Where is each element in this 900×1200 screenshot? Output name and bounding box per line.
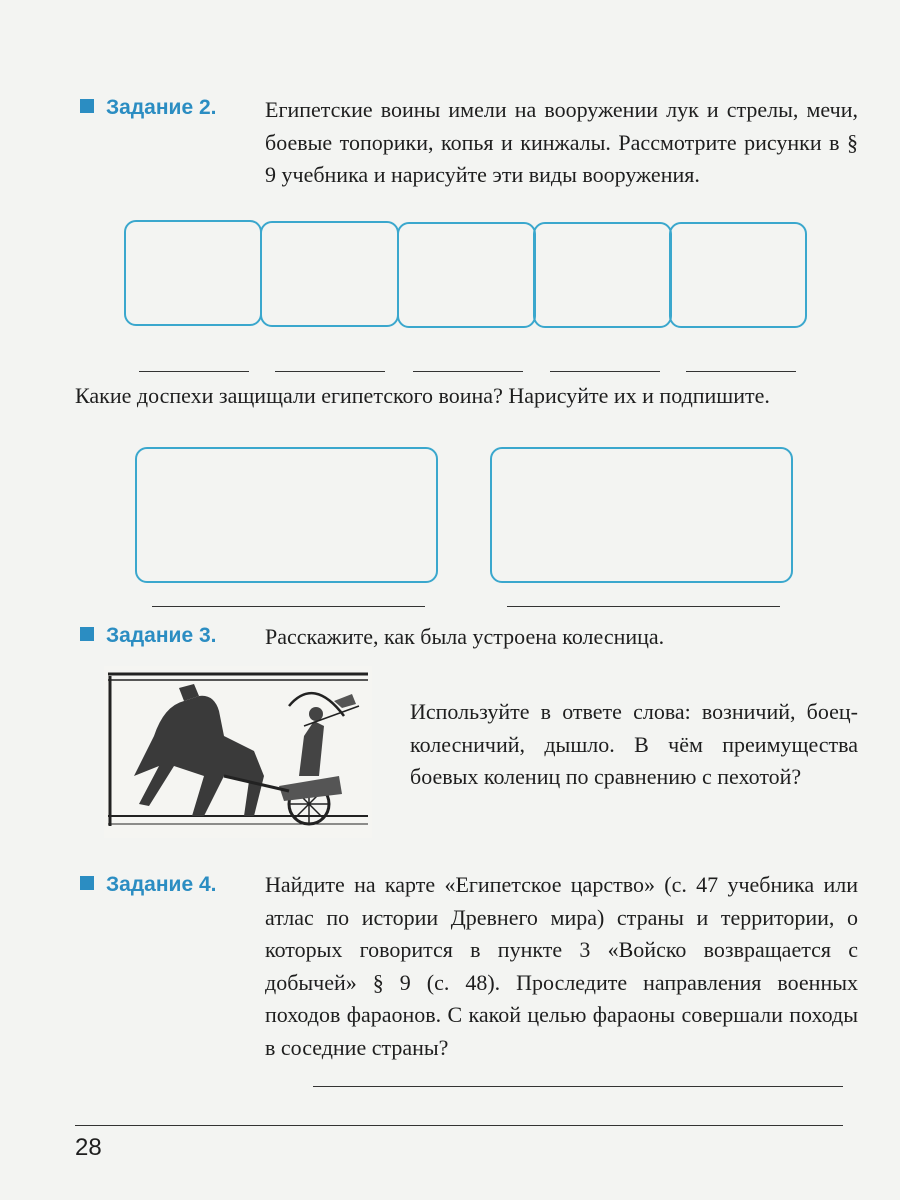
drawing-box-weapon-5[interactable] bbox=[669, 222, 807, 328]
task-2-text: Египетские воины имели на вооружении лук и стрелы, мечи, боевые топорики, копья и кинжалы. Рассмотрите рисунки в § 9 учебника и нарисуйте эти виды вооружения. bbox=[265, 97, 858, 187]
caption-line-5[interactable] bbox=[686, 371, 796, 372]
drawing-box-weapon-2[interactable] bbox=[260, 221, 399, 327]
task-3-heading bbox=[80, 624, 216, 648]
task-3-label: Задание 3. bbox=[106, 624, 217, 647]
drawing-box-armor-1[interactable] bbox=[135, 447, 438, 583]
armor-caption-line-1[interactable] bbox=[152, 606, 425, 607]
caption-line-4[interactable] bbox=[550, 371, 660, 372]
armor-caption-line-2[interactable] bbox=[507, 606, 780, 607]
square-bullet-icon bbox=[80, 99, 94, 113]
task-4-heading bbox=[80, 873, 216, 897]
task-2-heading bbox=[80, 96, 216, 120]
task-4-text: Найдите на карте «Египетское царство» (с. 47 учебника или атлас по истории Древнего мира) страны и территории, о которых говорится в пункте 3 «Войско возвращается с добычей» § 9 (с. 48). Проследите направления военных походов фараонов. С какой целью фараоны совершали походы в соседние страны? bbox=[265, 872, 858, 1060]
page-number: 28 bbox=[75, 1134, 102, 1161]
caption-line-1[interactable] bbox=[139, 371, 249, 372]
chariot-illustration bbox=[104, 666, 372, 838]
task-3-hint: Используйте в ответе слова: возничий, боец-колесничий, дышло. В чём преимущества боевых колениц по сравнению с пехотой? bbox=[410, 699, 858, 789]
task-2-label: Задание 2. bbox=[106, 96, 217, 119]
drawing-box-weapon-4[interactable] bbox=[533, 222, 672, 328]
answer-line-1[interactable] bbox=[313, 1086, 843, 1087]
task-4-label: Задание 4. bbox=[106, 873, 217, 896]
caption-line-3[interactable] bbox=[413, 371, 523, 372]
answer-line-2[interactable] bbox=[75, 1125, 843, 1126]
drawing-box-armor-2[interactable] bbox=[490, 447, 793, 583]
drawing-box-weapon-1[interactable] bbox=[124, 220, 262, 326]
square-bullet-icon bbox=[80, 627, 94, 641]
square-bullet-icon bbox=[80, 876, 94, 890]
caption-line-2[interactable] bbox=[275, 371, 385, 372]
drawing-box-weapon-3[interactable] bbox=[397, 222, 536, 328]
task-3-text: Расскажите, как была устроена колесница. bbox=[265, 624, 665, 649]
armor-question: Какие доспехи защищали египетского воина? Нарисуйте их и подпишите. bbox=[75, 383, 770, 408]
